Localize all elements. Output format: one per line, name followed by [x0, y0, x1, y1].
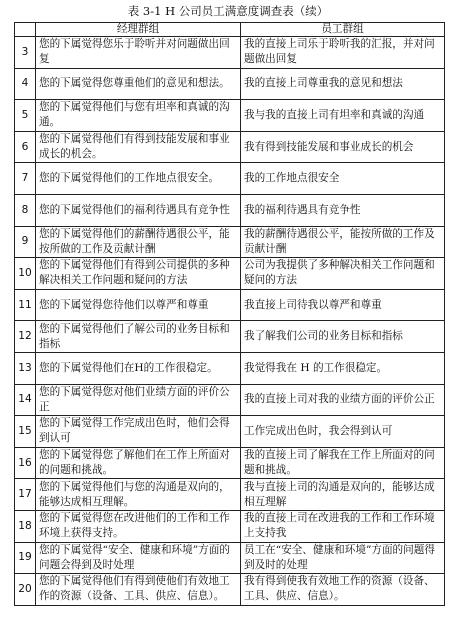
manager-statement: 您的下属觉得您对他们业绩方面的评价公正	[36, 384, 241, 416]
row-number: 10	[15, 258, 36, 290]
table-row	[15, 226, 445, 258]
employee-statement: 我的直接上司尊重我的意见和想法	[241, 68, 445, 100]
row-number: 15	[15, 416, 36, 448]
table-row	[15, 447, 445, 479]
manager-statement: 您的下属觉得他们与您的沟通是双向的，能够达成相互理解。	[36, 479, 241, 511]
table-row	[15, 258, 445, 290]
employee-statement: 我的薪酬待遇很公平，能按所做的工作及贡献计酬	[241, 226, 445, 258]
table-row	[15, 352, 445, 384]
header-manager-group: 经理群组	[36, 23, 241, 37]
row-number: 7	[15, 163, 36, 195]
manager-statement: 您的下属觉得他们有得到技能发展和事业成长的机会。	[36, 131, 241, 163]
manager-statement: 您的下属觉得他们的薪酬待遇很公平，能按所做的工作及贡献计酬	[36, 226, 241, 258]
row-number: 8	[15, 194, 36, 226]
header-row	[15, 23, 445, 37]
row-number: 17	[15, 479, 36, 511]
row-number: 5	[15, 100, 36, 132]
table-row	[15, 510, 445, 542]
manager-statement: 您的下属觉得他们了解公司的业务目标和指标	[36, 321, 241, 353]
employee-statement: 我有得到技能发展和事业成长的机会	[241, 131, 445, 163]
table-row	[15, 163, 445, 195]
header-number	[15, 23, 36, 37]
table-row	[15, 100, 445, 132]
row-number: 12	[15, 321, 36, 353]
manager-statement: 您的下属觉得您乐于聆听并对问题做出回复	[36, 37, 241, 69]
manager-statement: 您的下属觉得“安全、健康和环境”方面的问题会得到及时处理	[36, 542, 241, 574]
row-number: 16	[15, 447, 36, 479]
employee-statement: 工作完成出色时，我会得到认可	[241, 416, 445, 448]
table-row	[15, 574, 445, 606]
employee-statement: 我的福利待遇具有竞争性	[241, 194, 445, 226]
employee-statement: 我与直接上司的沟通是双向的，能够达成相互理解	[241, 479, 445, 511]
table-row	[15, 542, 445, 574]
row-number: 19	[15, 542, 36, 574]
table-row	[15, 131, 445, 163]
manager-statement: 您的下属觉得他们有得到公司提供的多种解决相关工作问题和疑问的方法	[36, 258, 241, 290]
employee-statement: 我觉得我在 H 的工作很稳定。	[241, 352, 445, 384]
manager-statement: 您的下属觉得工作完成出色时，他们会得到认可	[36, 416, 241, 448]
manager-statement: 您的下属觉得他们在H的工作很稳定。	[36, 352, 241, 384]
table-row	[15, 289, 445, 321]
employee-statement: 我的直接上司在改进我的工作和工作环境上支持我	[241, 510, 445, 542]
manager-statement: 您的下属觉得他们的福利待遇具有竞争性	[36, 194, 241, 226]
satisfaction-survey-table	[14, 22, 445, 606]
row-number: 20	[15, 574, 36, 606]
manager-statement: 您的下属觉得他们的工作地点很安全。	[36, 163, 241, 195]
row-number: 6	[15, 131, 36, 163]
employee-statement: 我的工作地点很安全	[241, 163, 445, 195]
employee-statement: 我的直接上司了解我在工作上所面对的问题和挑战。	[241, 447, 445, 479]
employee-statement: 我的直接上司乐于聆听我的汇报，并对问题做出回复	[241, 37, 445, 69]
manager-statement: 您的下属觉得您待他们以尊严和尊重	[36, 289, 241, 321]
header-employee-group: 员工群组	[241, 23, 445, 37]
table-row	[15, 68, 445, 100]
employee-statement: 员工在“安全、健康和环境”方面的问题得到及时的处理	[241, 542, 445, 574]
table-body	[15, 37, 445, 606]
row-number: 4	[15, 68, 36, 100]
row-number: 13	[15, 352, 36, 384]
row-number: 9	[15, 226, 36, 258]
manager-statement: 您的下属觉得您尊重他们的意见和想法。	[36, 68, 241, 100]
table-row	[15, 416, 445, 448]
employee-statement: 我直接上司待我以尊严和尊重	[241, 289, 445, 321]
row-number: 18	[15, 510, 36, 542]
table-row	[15, 479, 445, 511]
row-number: 11	[15, 289, 36, 321]
manager-statement: 您的下属觉得他们与您有坦率和真诚的沟通。	[36, 100, 241, 132]
table-caption: 表 3-1 H 公司员工满意度调查表（续）	[127, 4, 329, 18]
table-row	[15, 194, 445, 226]
manager-statement: 您的下属觉得您了解他们在工作上所面对的问题和挑战。	[36, 447, 241, 479]
row-number: 14	[15, 384, 36, 416]
employee-statement: 我了解我们公司的业务目标和指标	[241, 321, 445, 353]
employee-statement: 我的直接上司对我的业绩方面的评价公正	[241, 384, 445, 416]
table-row	[15, 37, 445, 69]
employee-statement: 我有得到使我有效地工作的资源（设备、工具、供应、信息）。	[241, 574, 445, 606]
row-number: 3	[15, 37, 36, 69]
employee-statement: 公司为我提供了多种解决相关工作问题和疑问的方法	[241, 258, 445, 290]
table-row	[15, 384, 445, 416]
employee-statement: 我与我的直接上司有坦率和真诚的沟通	[241, 100, 445, 132]
manager-statement: 您的下属觉得您在改进他们的工作和工作环境上获得支持。	[36, 510, 241, 542]
manager-statement: 您的下属觉得他们有得到使他们有效地工作的资源（设备、工具、供应、信息）。	[36, 574, 241, 606]
table-row	[15, 321, 445, 353]
